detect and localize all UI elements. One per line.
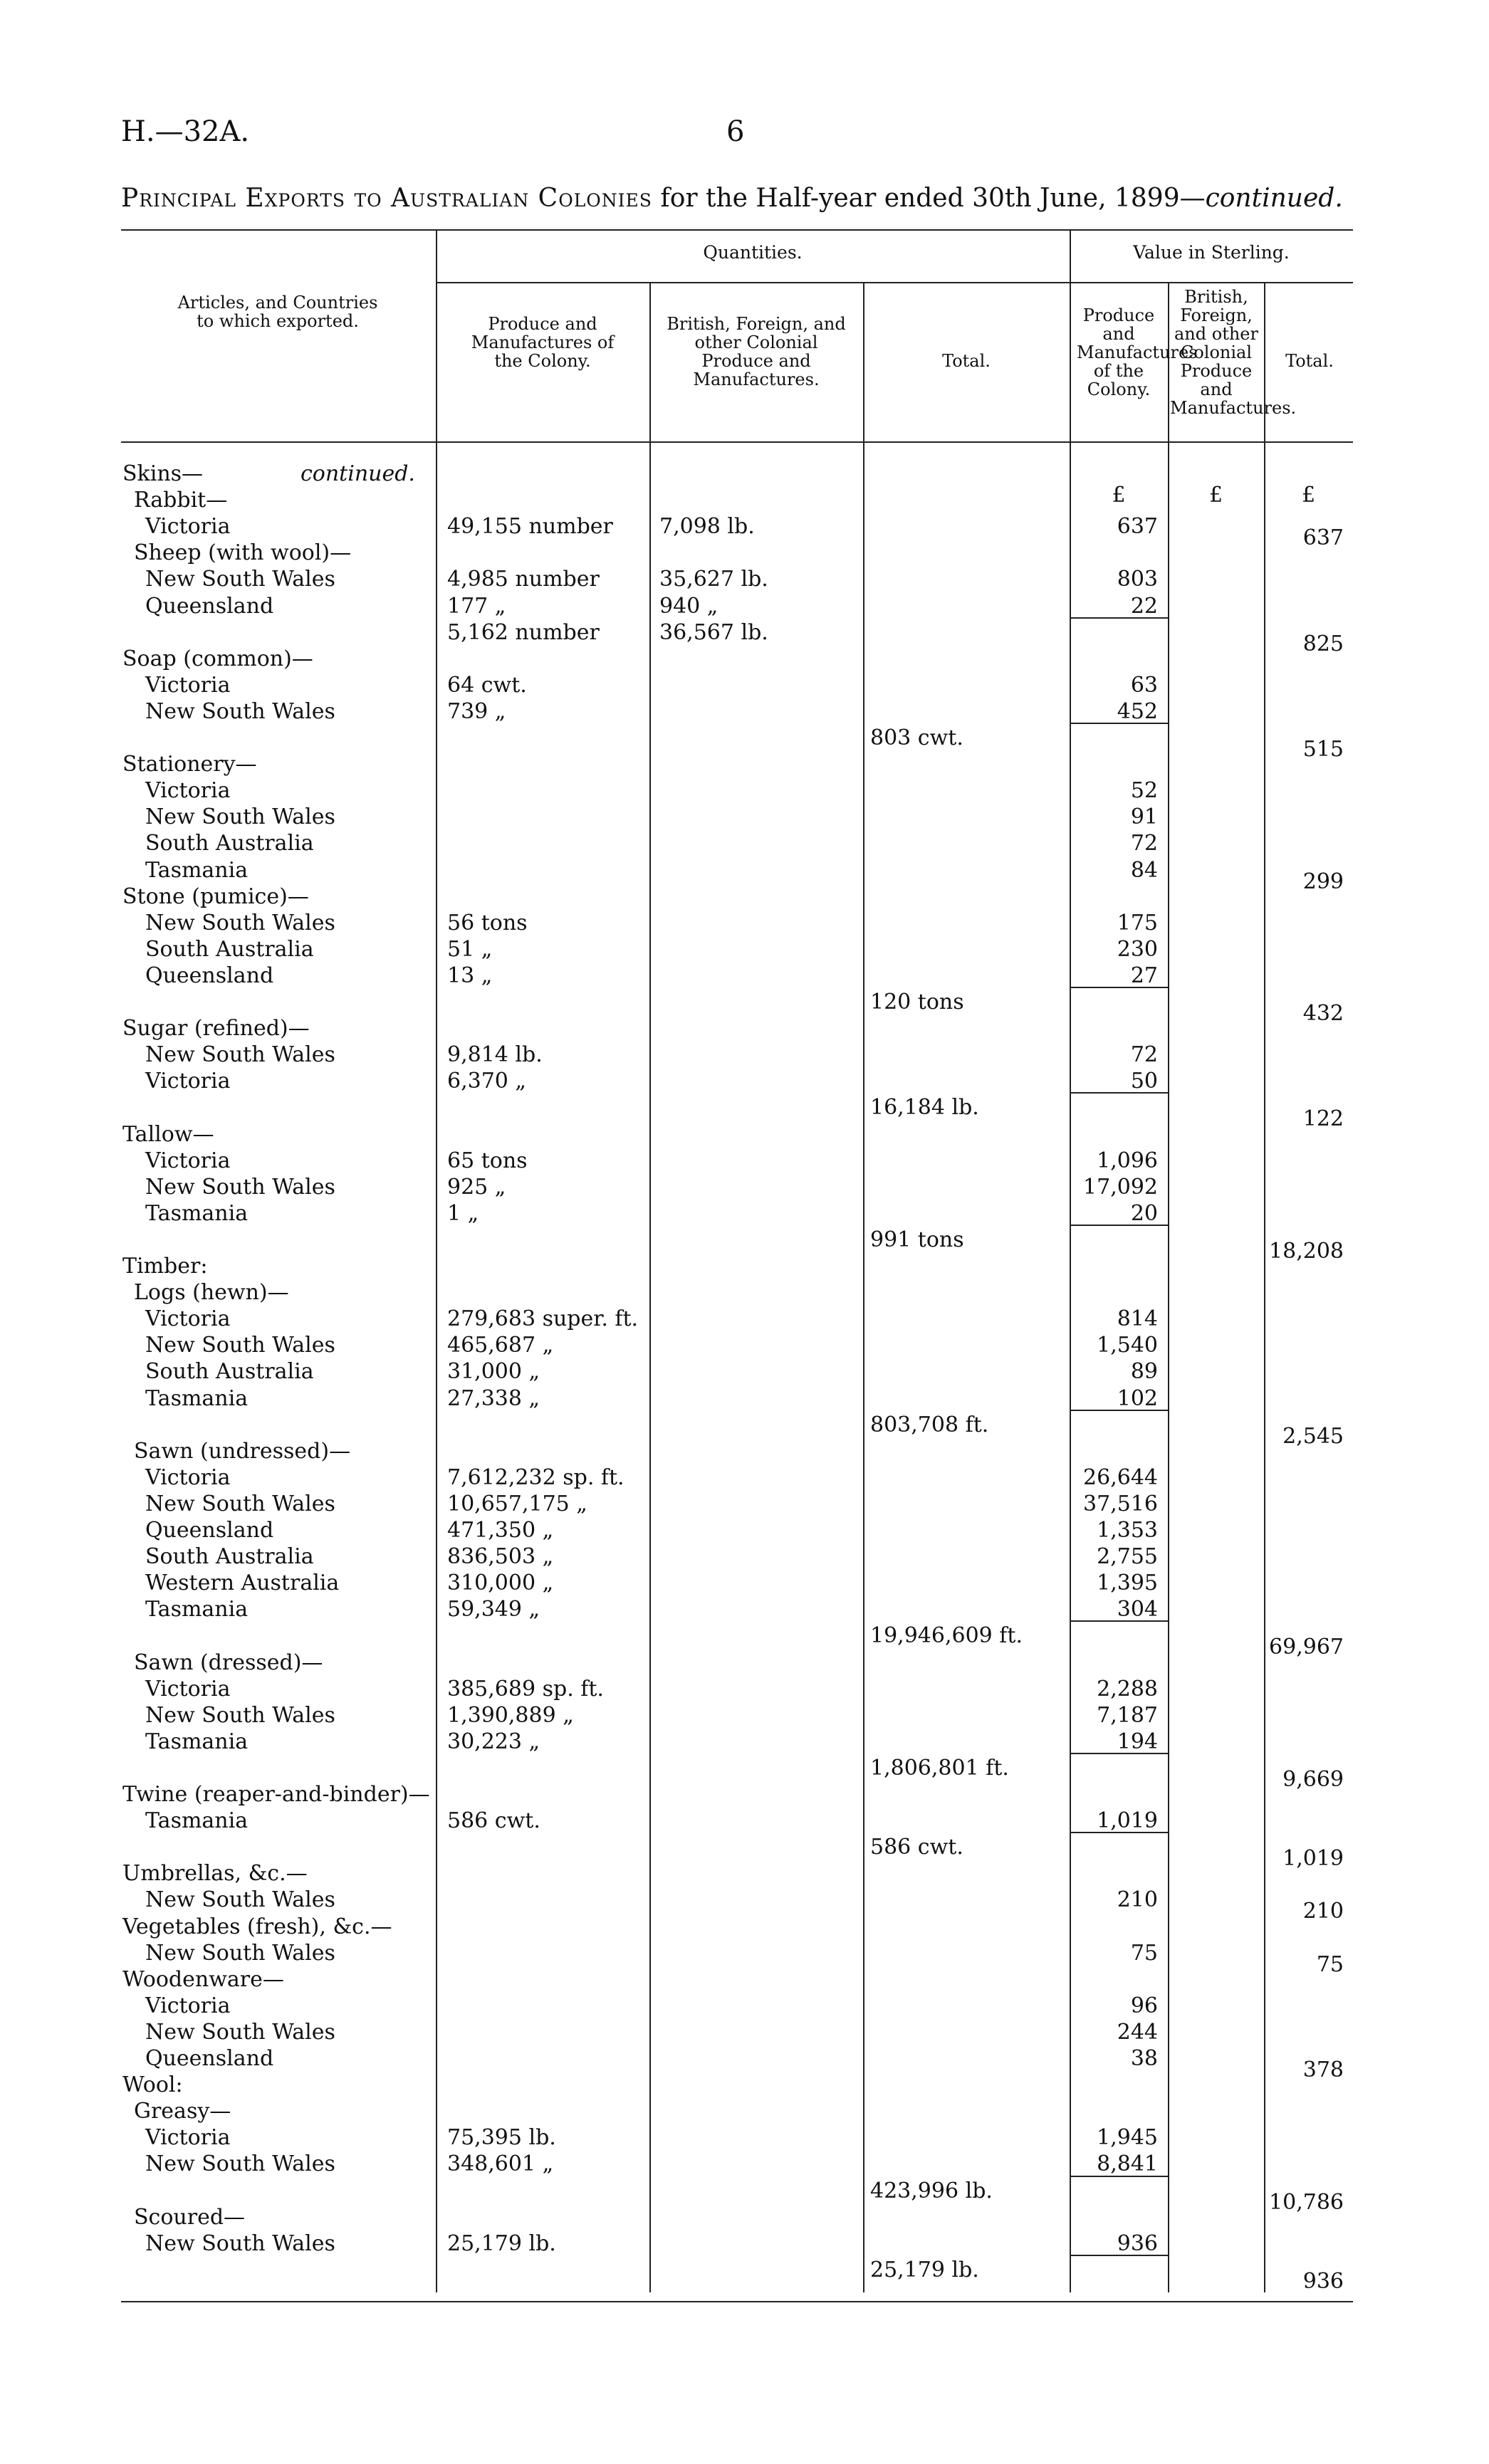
- qty-produce-cell: 7,612,232 sp. ft.: [447, 1465, 625, 1490]
- subtotal-rule: [1070, 1753, 1168, 1754]
- subtotal-rule: [1070, 2176, 1168, 2177]
- value-produce-cell: 102: [1117, 1386, 1158, 1411]
- value-produce-cell: 50: [1130, 1069, 1158, 1094]
- row-label: Victoria: [145, 1148, 231, 1173]
- qty-total-cell: 1,806,801 ft.: [870, 1756, 1009, 1781]
- value-produce-cell: 22: [1130, 594, 1158, 619]
- title-prefix: Principal Exports to Australian Colonies: [121, 184, 652, 213]
- value-produce-cell: 814: [1117, 1306, 1158, 1331]
- value-produce-cell: 72: [1130, 1042, 1158, 1067]
- qty-total-cell: 16,184 lb.: [870, 1095, 979, 1120]
- qty-british-cell: 35,627 lb.: [659, 567, 768, 592]
- row-label: Victoria: [145, 1677, 231, 1702]
- row-label: Skins—: [122, 461, 204, 486]
- vrule-3: [863, 441, 864, 2292]
- value-total-cell: 378: [1302, 2057, 1344, 2082]
- row-label: New South Wales: [145, 1887, 335, 1912]
- row-label: Wool:: [122, 2072, 183, 2097]
- value-total-cell: 122: [1302, 1106, 1344, 1131]
- title-suffix: continued.: [1205, 184, 1343, 213]
- row-label: New South Wales: [145, 1042, 335, 1067]
- qty-total-cell: 803 cwt.: [870, 725, 963, 750]
- qty-produce-cell: 836,503 „: [447, 1544, 554, 1569]
- value-produce-cell: 304: [1117, 1597, 1158, 1622]
- qty-produce-cell: 30,223 „: [447, 1729, 540, 1754]
- value-produce-cell: 20: [1130, 1201, 1158, 1226]
- row-label: New South Wales: [145, 2151, 335, 2176]
- row-label: Victoria: [145, 514, 231, 539]
- row-label: Tallow—: [122, 1122, 214, 1147]
- qty-produce-cell: 471,350 „: [447, 1518, 554, 1543]
- row-label: Sheep (with wool)—: [134, 540, 352, 565]
- row-label: Queensland: [145, 1518, 274, 1543]
- qty-produce-cell: 27,338 „: [447, 1386, 540, 1411]
- row-label: New South Wales: [145, 1491, 335, 1516]
- row-label: Stone (pumice)—: [122, 884, 309, 909]
- row-label: Tasmania: [145, 1386, 249, 1411]
- row-label: Tasmania: [145, 1201, 249, 1226]
- col-v-total: Total.: [1285, 351, 1334, 371]
- row-label: Logs (hewn)—: [134, 1280, 289, 1305]
- row-label: South Australia: [145, 1544, 314, 1569]
- title-mid: for the Half-year ended 30th June, 1899—: [652, 184, 1206, 213]
- value-produce-cell: 27: [1130, 963, 1158, 988]
- qty-total-cell: 991 tons: [870, 1227, 964, 1252]
- row-label: New South Wales: [145, 2231, 335, 2256]
- qty-produce-cell: 9,814 lb.: [447, 1042, 543, 1067]
- value-produce-cell: 1,945: [1097, 2125, 1158, 2150]
- row-label: Queensland: [145, 594, 274, 619]
- rule-quantities: [436, 282, 1070, 283]
- row-label: New South Wales: [145, 2020, 335, 2045]
- value-produce-cell: 26,644: [1083, 1465, 1158, 1490]
- value-produce-cell: 803: [1117, 567, 1158, 592]
- value-produce-cell: 8,841: [1097, 2151, 1158, 2176]
- row-label: New South Wales: [145, 1703, 335, 1728]
- qty-total-cell: 120 tons: [870, 990, 964, 1015]
- col-quantities: Quantities.: [703, 242, 803, 263]
- row-label: New South Wales: [145, 567, 335, 592]
- vrule-2: [649, 441, 651, 2292]
- row-label: New South Wales: [145, 911, 335, 935]
- row-label: Woodenware—: [122, 1967, 284, 1992]
- row-label: Tasmania: [145, 1808, 249, 1833]
- value-produce-cell: 244: [1117, 2020, 1158, 2045]
- row-label: Sawn (undressed)—: [134, 1439, 351, 1464]
- value-produce-cell: 1,395: [1097, 1571, 1158, 1595]
- qty-total-cell: 803,708 ft.: [870, 1412, 989, 1437]
- value-produce-cell: 84: [1130, 858, 1158, 883]
- col-articles: Articles, and Countries to which exported.: [177, 293, 378, 331]
- value-total-cell: 515: [1302, 737, 1344, 762]
- vrule-6: [1264, 441, 1265, 2292]
- row-label: South Australia: [145, 937, 314, 962]
- row-label: South Australia: [145, 831, 314, 856]
- value-produce-cell: 63: [1130, 673, 1158, 698]
- qty-produce-cell: 1 „: [447, 1201, 479, 1226]
- qty-total-cell: 586 cwt.: [870, 1835, 963, 1860]
- rule-top: [121, 229, 1353, 231]
- col-q-british: British, Foreign, and other Colonial Produce and Manufactures.: [667, 314, 846, 389]
- value-total-cell: 2,545: [1282, 1424, 1344, 1449]
- value-produce-cell: 936: [1117, 2231, 1158, 2256]
- value-produce-cell: 96: [1130, 1993, 1158, 2018]
- row-label: South Australia: [145, 1359, 314, 1384]
- subtotal-rule: [1070, 1410, 1168, 1411]
- qty-british-cell: 7,098 lb.: [659, 514, 755, 539]
- qty-produce-cell: 59,349 „: [447, 1597, 540, 1622]
- value-total-cell: 637: [1302, 525, 1344, 550]
- vrule-h2: [649, 282, 651, 441]
- value-produce-cell: 175: [1117, 911, 1158, 935]
- value-total-cell: 75: [1316, 1952, 1344, 1977]
- row-label: Timber:: [122, 1254, 208, 1279]
- row-label: Greasy—: [134, 2099, 231, 2124]
- qty-produce-cell: 65 tons: [447, 1148, 528, 1173]
- row-label: Tasmania: [145, 1597, 249, 1622]
- qty-british-cell: 940 „: [659, 594, 719, 619]
- value-produce-cell: 37,516: [1083, 1491, 1158, 1516]
- col-value: Value in Sterling.: [1133, 242, 1290, 263]
- page-number: 6: [726, 115, 745, 148]
- row-label: Queensland: [145, 2046, 274, 2071]
- pound-sign-total: £: [1301, 483, 1316, 508]
- qty-produce-cell: 925 „: [447, 1175, 506, 1200]
- qty-produce-cell: 279,683 super. ft.: [447, 1306, 639, 1331]
- row-label: New South Wales: [145, 1175, 335, 1200]
- value-produce-cell: 1,019: [1097, 1808, 1158, 1833]
- value-produce-cell: 452: [1117, 699, 1158, 724]
- qty-produce-cell: 739 „: [447, 699, 506, 724]
- row-label: Tasmania: [145, 858, 249, 883]
- value-total-cell: 299: [1302, 869, 1344, 894]
- qty-produce-cell: 13 „: [447, 963, 493, 988]
- value-produce-cell: 230: [1117, 937, 1158, 962]
- value-total-cell: 9,669: [1282, 1767, 1344, 1792]
- vrule-1: [436, 441, 437, 2292]
- value-total-cell: 1,019: [1282, 1846, 1344, 1871]
- value-produce-cell: 2,755: [1097, 1544, 1158, 1569]
- row-label: Victoria: [145, 778, 231, 803]
- subtotal-rule: [1070, 1832, 1168, 1833]
- row-label: Vegetables (fresh), &c.—: [122, 1914, 392, 1939]
- subtotal-rule: [1070, 2255, 1168, 2256]
- value-total-cell: 18,208: [1269, 1239, 1344, 1264]
- row-label: Victoria: [145, 1993, 231, 2018]
- row-label: New South Wales: [145, 699, 335, 724]
- value-produce-cell: 7,187: [1097, 1703, 1158, 1728]
- row-label: New South Wales: [145, 1941, 335, 1966]
- row-label: Twine (reaper-and-binder)—: [122, 1782, 430, 1807]
- col-v-british: British, Foreign, and other Colonial Produce and Manufactures.: [1170, 287, 1297, 418]
- qty-produce-cell: 31,000 „: [447, 1359, 540, 1384]
- pound-sign-produce: £: [1112, 483, 1126, 508]
- qty-produce-cell: 348,601 „: [447, 2151, 554, 2176]
- subtotal-rule: [1070, 723, 1168, 724]
- qty-produce-cell: 310,000 „: [447, 1571, 554, 1595]
- value-produce-cell: 2,288: [1097, 1677, 1158, 1702]
- value-produce-cell: 52: [1130, 778, 1158, 803]
- value-total-cell: 69,967: [1269, 1635, 1344, 1660]
- qty-produce-cell: 64 cwt.: [447, 673, 527, 698]
- qty-produce-cell: 385,689 sp. ft.: [447, 1677, 604, 1702]
- document-reference: H.—32A.: [121, 115, 250, 148]
- rule-bottom: [121, 2301, 1353, 2302]
- value-produce-cell: 1,096: [1097, 1148, 1158, 1173]
- row-label: Stationery—: [122, 752, 257, 777]
- qty-produce-cell: 51 „: [447, 937, 493, 962]
- row-label: New South Wales: [145, 804, 335, 829]
- row-label: Victoria: [145, 1465, 231, 1490]
- qty-produce-cell: 4,985 number: [447, 567, 600, 592]
- value-total-cell: 432: [1302, 1001, 1344, 1026]
- qty-produce-cell: 177 „: [447, 594, 506, 619]
- qty-total-cell: 423,996 lb.: [870, 2179, 993, 2203]
- row-label: Umbrellas, &c.—: [122, 1861, 308, 1886]
- subtotal-rule: [1070, 1225, 1168, 1226]
- subtotal-rule: [1070, 1092, 1168, 1094]
- rule-value: [1070, 282, 1353, 283]
- table-title: [121, 184, 1343, 213]
- row-label: Queensland: [145, 963, 274, 988]
- row-label: Victoria: [145, 673, 231, 698]
- row-label: Soap (common)—: [122, 646, 313, 671]
- row-label: Victoria: [145, 2125, 231, 2150]
- row-label: Victoria: [145, 1069, 231, 1094]
- qty-produce-cell: 465,687 „: [447, 1333, 554, 1358]
- subtotal-rule: [1070, 1620, 1168, 1622]
- value-produce-cell: 1,353: [1097, 1518, 1158, 1543]
- value-total-cell: 936: [1302, 2269, 1344, 2294]
- value-produce-cell: 72: [1130, 831, 1158, 856]
- qty-produce-cell: 10,657,175 „: [447, 1491, 587, 1516]
- subtotal-rule: [1070, 617, 1168, 619]
- row-label: Victoria: [145, 1306, 231, 1331]
- qty-produce-cell: 5,162 number: [447, 620, 600, 645]
- value-produce-cell: 210: [1117, 1887, 1158, 1912]
- row-label: Sawn (dressed)—: [134, 1650, 323, 1675]
- qty-produce-cell: 75,395 lb.: [447, 2125, 556, 2150]
- col-v-produce: Produce and Manufactures of the Colony.: [1077, 305, 1198, 399]
- value-total-cell: 825: [1302, 631, 1344, 656]
- col-q-total: Total.: [942, 351, 991, 371]
- value-total-cell: 10,786: [1269, 2190, 1344, 2215]
- row-label: Western Australia: [145, 1571, 340, 1595]
- qty-produce-cell: 1,390,889 „: [447, 1703, 574, 1728]
- row-label: New South Wales: [145, 1333, 335, 1358]
- value-produce-cell: 194: [1117, 1729, 1158, 1754]
- value-produce-cell: 637: [1117, 514, 1158, 539]
- qty-produce-cell: 25,179 lb.: [447, 2231, 556, 2256]
- value-produce-cell: 17,092: [1083, 1175, 1158, 1200]
- row-label: Sugar (refined)—: [122, 1016, 310, 1041]
- qty-produce-cell: 56 tons: [447, 911, 528, 935]
- value-total-cell: 210: [1302, 1899, 1344, 1924]
- value-produce-cell: 89: [1130, 1359, 1158, 1384]
- row-label: Rabbit—: [134, 488, 228, 513]
- qty-british-cell: 36,567 lb.: [659, 620, 768, 645]
- row-label: Tasmania: [145, 1729, 249, 1754]
- qty-produce-cell: 49,155 number: [447, 514, 613, 539]
- qty-total-cell: 19,946,609 ft.: [870, 1623, 1023, 1648]
- qty-produce-cell: 586 cwt.: [447, 1808, 540, 1833]
- qty-produce-cell: 6,370 „: [447, 1069, 526, 1094]
- value-produce-cell: 38: [1130, 2046, 1158, 2071]
- value-produce-cell: 1,540: [1097, 1333, 1158, 1358]
- vrule-5: [1168, 441, 1169, 2292]
- value-produce-cell: 91: [1130, 804, 1158, 829]
- qty-total-cell: 25,179 lb.: [870, 2258, 979, 2282]
- subtotal-rule: [1070, 987, 1168, 988]
- row-label: Scoured—: [134, 2205, 246, 2230]
- value-produce-cell: 75: [1130, 1941, 1158, 1966]
- pound-sign-british: £: [1208, 483, 1223, 508]
- row-label-italic: continued.: [301, 461, 415, 486]
- col-q-produce: Produce and Manufactures of the Colony.: [471, 314, 615, 371]
